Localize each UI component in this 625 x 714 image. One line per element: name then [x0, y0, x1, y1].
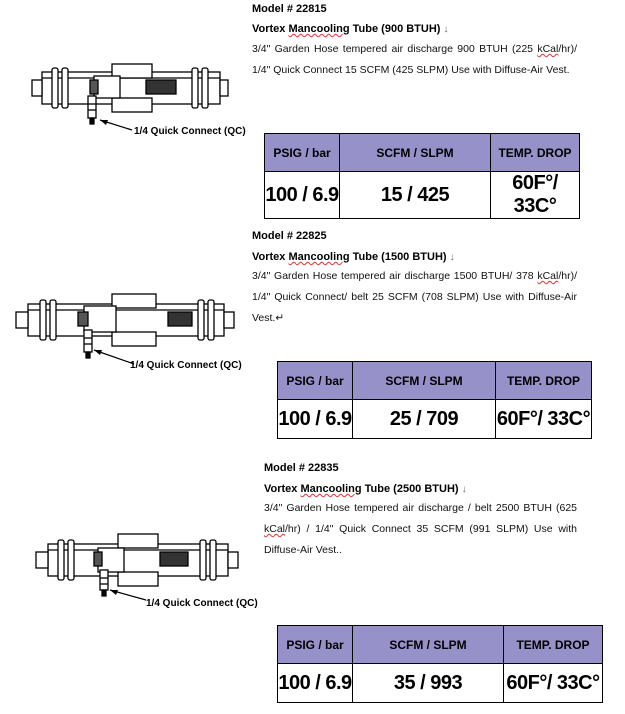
qc-label: 1/4 Quick Connect (QC) — [146, 598, 258, 609]
header-psig: PSIG / bar — [278, 626, 353, 664]
header-scfm: SCFM / SLPM — [353, 362, 496, 400]
product-description: 3/4" Garden Hose tempered air discharge / belt 2500 BTUH (625 kCal/hr) / 1/4" Quick Connect 35 SCFM (991 SLPM) Use with Diffuse-Air Vest.. — [264, 502, 577, 556]
model-number: Model # 22825 — [252, 230, 327, 242]
header-temp-drop: TEMP. DROP — [504, 626, 603, 664]
product-title: Vortex Mancooling Tube (1500 BTUH) ↓ — [252, 251, 455, 263]
tube-illustration — [14, 284, 239, 364]
spec-table — [264, 133, 580, 219]
value-temp-drop: 60F°/ 33C° — [504, 664, 603, 703]
spec-table — [277, 361, 592, 439]
spec-table — [277, 625, 603, 703]
model-number: Model # 22835 — [264, 462, 339, 474]
header-temp-drop: TEMP. DROP — [491, 134, 580, 172]
value-psig: 100 / 6.9 — [265, 172, 340, 219]
value-temp-drop: 60F°/ 33C° — [496, 400, 592, 439]
tube-illustration — [28, 58, 233, 128]
value-scfm: 15 / 425 — [340, 172, 491, 219]
model-number: Model # 22815 — [252, 3, 327, 15]
value-psig: 100 / 6.9 — [278, 664, 353, 703]
product-title: Vortex Mancooling Tube (900 BTUH) ↓ — [252, 23, 449, 35]
qc-label: 1/4 Quick Connect (QC) — [134, 126, 246, 137]
header-psig: PSIG / bar — [278, 362, 353, 400]
header-psig: PSIG / bar — [265, 134, 340, 172]
value-scfm: 35 / 993 — [353, 664, 504, 703]
header-temp-drop: TEMP. DROP — [496, 362, 592, 400]
value-temp-drop: 60F°/ 33C° — [491, 172, 580, 219]
qc-label: 1/4 Quick Connect (QC) — [130, 360, 242, 371]
value-scfm: 25 / 709 — [353, 400, 496, 439]
header-scfm: SCFM / SLPM — [353, 626, 504, 664]
value-psig: 100 / 6.9 — [278, 400, 353, 439]
product-description: 3/4" Garden Hose tempered air discharge 900 BTUH (225 kCal/hr)/ 1/4" Quick Connect 15 SCFM (425 SLPM) Use with Diffuse-Air Vest. — [252, 43, 577, 76]
tube-illustration — [34, 528, 244, 604]
product-title: Vortex Mancooling Tube (2500 BTUH) ↓ — [264, 483, 467, 495]
header-scfm: SCFM / SLPM — [340, 134, 491, 172]
product-description: 3/4" Garden Hose tempered air discharge 1500 BTUH/ 378 kCal/hr)/ 1/4" Quick Connect/ belt 25 SCFM (708 SLPM) Use with Diffuse-Air Vest.↵ — [252, 270, 577, 324]
